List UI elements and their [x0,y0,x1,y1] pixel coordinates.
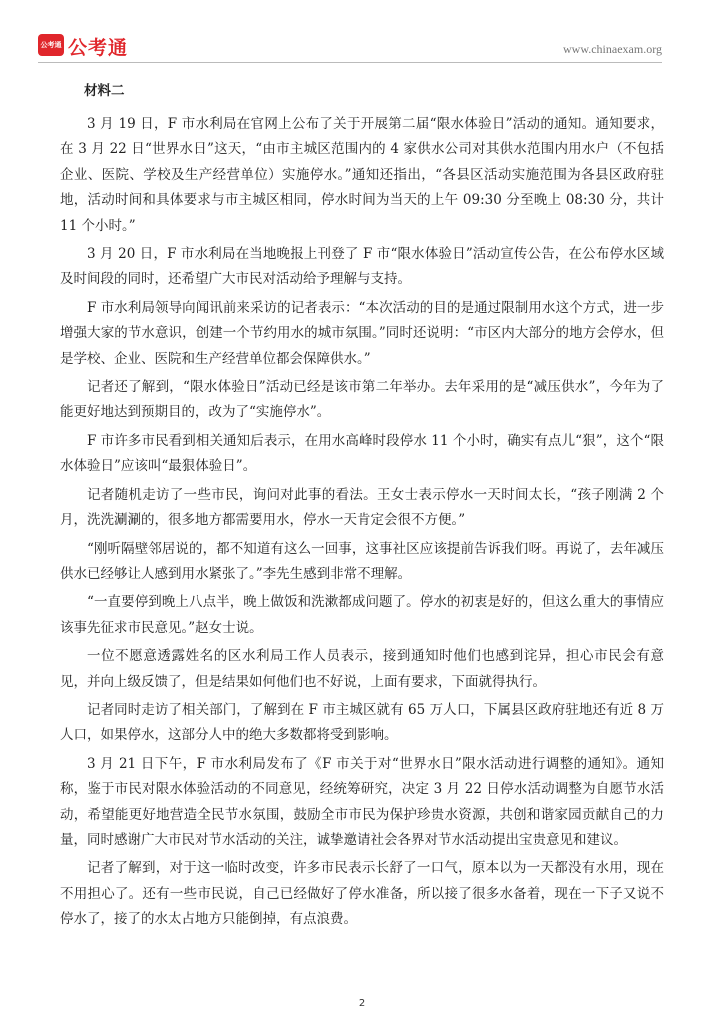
page-number: 2 [358,998,366,1009]
section-title: 材料二 [84,83,125,99]
paragraph: 记者了解到，对于这一临时改变，许多市民表示长舒了一口气，原本以为一天都没有水用，现在不用担心了。还有一些市民说，自己已经做好了停水准备，所以接了很多水备着，现在一下子又说不停水了，接了的水太占地方只能倒掉，有点浪费。 [60,860,664,928]
document-body [60,80,664,936]
paragraph: 3 月 19 日，F 市水利局在官网上公布了关于开展第二届“限水体验日”活动的通知。通知要求，在 3 月 22 日“世界水日”这天，“由市主城区范围内的 4 家供水公司对其供水范围内用水户（不包括企业、医院、学校及生产经营单位）实施停水。”通知还指出，“各县区活动实施范围为各县区政府驻地，活动时间和具体要求与市主城区相同，停水时间为当天的上午 09:30 分至晚上 08:30 分，共计 11 个小时。” [60,116,664,234]
paragraph: 记者随机走访了一些市民，询问对此事的看法。王女士表示停水一天时间太长，“孩子刚满 2 个月，洗洗涮涮的，很多地方都需要用水，停水一天肯定会很不方便。” [60,486,664,529]
brand-logo-text: 公考通 [68,37,129,59]
paragraph: 记者还了解到，“限水体验日”活动已经是该市第二年举办。去年采用的是“减压供水”，今年为了能更好地达到预期目的，改为了“实施停水”。 [60,379,664,421]
paragraph: “一直要停到晚上八点半，晚上做饭和洗漱都成问题了。停水的初衷是好的，但这么重大的事情应该事先征求市民意见。”赵女士说。 [60,594,664,636]
paragraph: F 市许多市民看到相关通知后表示，在用水高峰时段停水 11 个小时，确实有点儿“狠”，这个“限水体验日”应该叫“最狠体验日”。 [60,432,664,475]
paragraph: 3 月 21 日下午，F 市水利局发布了《F 市关于对“世界水日”限水活动进行调整的通知》。通知称，鉴于市民对限水体验活动的不同意见，经统筹研究，决定 3 月 22 日停水活动调整为自愿节水活动，希望能更好地营造全民节水氛围，鼓励全市市民为保护珍贵水资源，共创和谐家园贡献自己的力量，同时感谢广大市民对节水活动的关注，诚挚邀请社会各界对节水活动提出宝贵意见和建议。 [60,755,664,848]
paragraph: F 市水利局领导向闻讯前来采访的记者表示：“本次活动的目的是通过限制用水这个方式，进一步增强大家的节水意识，创建一个节约用水的城市氛围。”同时还说明：“市区内大部分的地方会停水，但是学校、企业、医院和生产经营单位都会保障供水。” [60,299,664,367]
paragraph: “刚听隔壁邻居说的，都不知道有这么一回事，这事社区应该提前告诉我们呀。再说了，去年减压供水已经够让人感到用水紧张了。”李先生感到非常不理解。 [60,540,664,582]
header-divider [38,62,662,63]
paragraph: 记者同时走访了相关部门，了解到在 F 市主城区就有 65 万人口，下属县区政府驻地还有近 8 万人口，如果停水，这部分人中的绝大多数都将受到影响。 [60,701,664,744]
page-header [38,34,662,60]
site-url: www.chinaexam.org [563,42,662,56]
paragraph: 3 月 20 日，F 市水利局在当地晚报上刊登了 F 市“限水体验日”活动宣传公告，在公布停水区域及时间段的同时，还希望广大市民对活动给予理解与支持。 [60,246,664,288]
brand-logo-badge: 公考通 [38,34,64,56]
paragraph: 一位不愿意透露姓名的区水利局工作人员表示，接到通知时他们也感到诧异，担心市民会有意见，并向上级反馈了，但是结果如何他们也不好说，上面有要求，下面就得执行。 [60,648,664,690]
